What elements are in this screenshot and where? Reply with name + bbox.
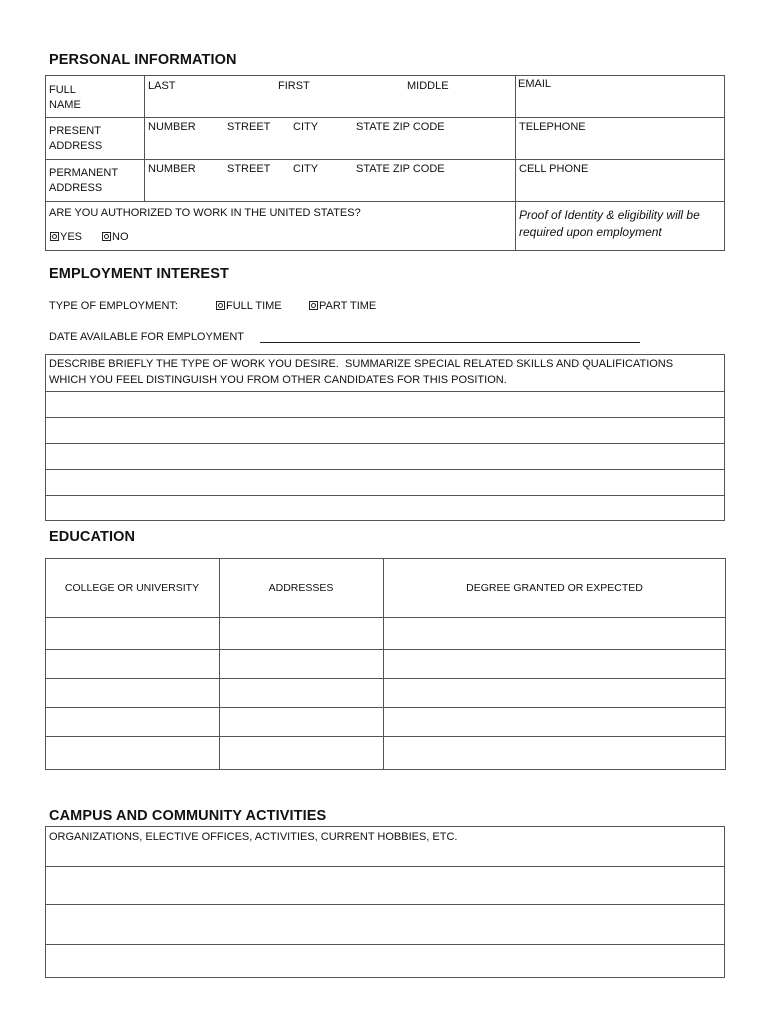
yes-option[interactable] — [50, 230, 82, 245]
divider — [515, 75, 516, 251]
type-of-employment-label: TYPE OF EMPLOYMENT: — [49, 300, 178, 312]
work-authorization-question: ARE YOU AUTHORIZED TO WORK IN THE UNITED STATES? — [49, 207, 361, 219]
education-heading: EDUCATION — [49, 529, 136, 545]
activities-table — [45, 826, 725, 978]
no-option[interactable] — [102, 230, 129, 245]
column-header-degree: DEGREE GRANTED OR EXPECTED — [466, 582, 643, 594]
full-name-label: FULL NAME — [49, 84, 81, 112]
activities-line[interactable] — [45, 944, 725, 945]
work-description-prompt: DESCRIBE BRIEFLY THE TYPE OF WORK YOU DESIRE. SUMMARIZE SPECIAL RELATED SKILLS AND QUALIFICATIONS WHICH YOU FEEL DISTINGUISH YOU FROM OTHER CANDIDATES FOR THIS POSITION. — [49, 358, 674, 386]
activities-line[interactable] — [45, 866, 725, 867]
yes-label: YES — [60, 231, 83, 243]
work-description-line[interactable] — [45, 495, 725, 496]
present-city-field[interactable]: CITY — [293, 121, 319, 133]
work-description-line[interactable] — [45, 469, 725, 470]
proof-of-identity-note: Proof of Identity & eligibility will be required upon employment — [519, 208, 700, 239]
permanent-address-label: PERMANENT ADDRESS — [49, 167, 119, 195]
part-time-option[interactable] — [309, 299, 376, 314]
full-time-label: FULL TIME — [226, 300, 282, 312]
education-row-line — [45, 707, 726, 708]
activities-line[interactable] — [45, 904, 725, 905]
divider — [45, 159, 725, 160]
work-description-line[interactable] — [45, 443, 725, 444]
email-field[interactable]: EMAIL — [518, 78, 552, 90]
present-number-field[interactable]: NUMBER — [148, 121, 196, 133]
date-available-input-line[interactable] — [260, 342, 640, 343]
present-state-zip-field[interactable]: STATE ZIP CODE — [356, 121, 445, 133]
permanent-state-zip-field[interactable]: STATE ZIP CODE — [356, 163, 445, 175]
education-row-line — [45, 678, 726, 679]
divider — [45, 201, 725, 202]
divider — [144, 75, 145, 201]
work-description-line[interactable] — [45, 391, 725, 392]
date-available-label: DATE AVAILABLE FOR EMPLOYMENT — [49, 331, 244, 343]
activities-heading: CAMPUS AND COMMUNITY ACTIVITIES — [49, 808, 327, 824]
part-time-label: PART TIME — [319, 300, 377, 312]
permanent-street-field[interactable]: STREET — [227, 163, 271, 175]
first-name-field[interactable]: FIRST — [278, 80, 310, 92]
personal-information-heading: PERSONAL INFORMATION — [49, 52, 237, 68]
column-header-addresses: ADDRESSES — [268, 582, 334, 594]
part-time-checkbox[interactable] — [309, 301, 318, 310]
present-street-field[interactable]: STREET — [227, 121, 271, 133]
middle-name-field[interactable]: MIDDLE — [407, 80, 449, 92]
full-time-option[interactable] — [216, 299, 282, 314]
column-header-college: COLLEGE OR UNIVERSITY — [64, 582, 200, 594]
activities-prompt: ORGANIZATIONS, ELECTIVE OFFICES, ACTIVITIES, CURRENT HOBBIES, ETC. — [49, 831, 458, 843]
last-name-field[interactable]: LAST — [148, 80, 176, 92]
education-row-line — [45, 649, 726, 650]
yes-checkbox[interactable] — [50, 232, 59, 241]
telephone-field[interactable]: TELEPHONE — [519, 121, 586, 133]
education-row-line — [45, 617, 726, 618]
no-label: NO — [112, 231, 129, 243]
divider — [45, 117, 725, 118]
employment-interest-heading: EMPLOYMENT INTEREST — [49, 266, 229, 282]
cell-phone-field[interactable]: CELL PHONE — [519, 163, 589, 175]
full-time-checkbox[interactable] — [216, 301, 225, 310]
permanent-number-field[interactable]: NUMBER — [148, 163, 196, 175]
education-row-line — [45, 736, 726, 737]
present-address-label: PRESENT ADDRESS — [49, 125, 103, 153]
work-description-line[interactable] — [45, 417, 725, 418]
permanent-city-field[interactable]: CITY — [293, 163, 319, 175]
no-checkbox[interactable] — [102, 232, 111, 241]
